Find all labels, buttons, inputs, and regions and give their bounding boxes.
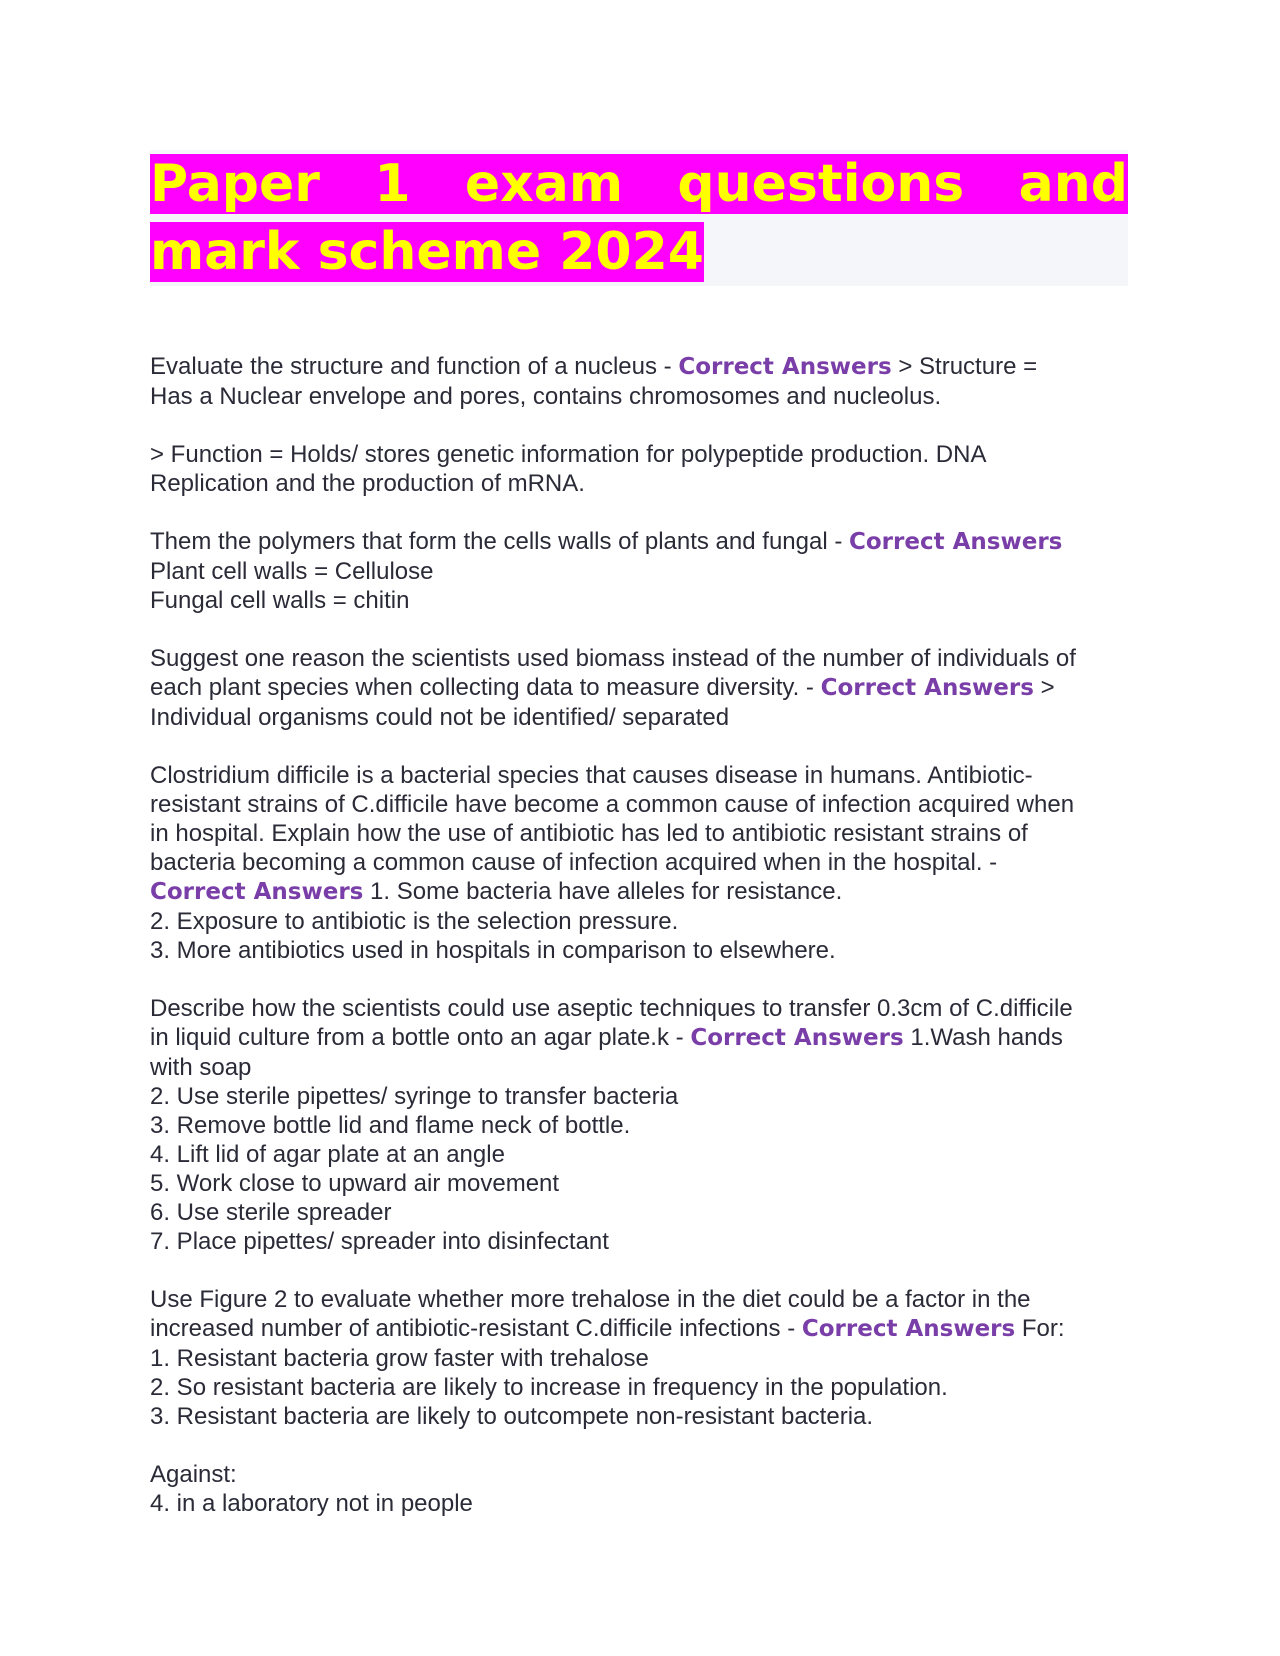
qa-block <box>150 527 1128 615</box>
line-text: 7. Place pipettes/ spreader into disinfectant <box>150 1228 609 1255</box>
line-text: Plant cell walls = Cellulose <box>150 558 434 585</box>
text-line <box>150 673 1128 703</box>
text-line <box>150 557 1128 586</box>
text-line <box>150 877 1128 907</box>
line-text: > Structure = <box>891 353 1038 380</box>
line-text: Evaluate the structure and function of a nucleus - <box>150 353 679 380</box>
text-line <box>150 1227 1128 1256</box>
line-text: 3. Remove bottle lid and flame neck of bottle. <box>150 1112 631 1139</box>
line-text: 2. So resistant bacteria are likely to increase in frequency in the population. <box>150 1374 948 1401</box>
text-line <box>150 1344 1128 1373</box>
line-text: each plant species when collecting data to measure diversity. - <box>150 674 821 701</box>
text-line <box>150 382 1128 411</box>
text-line <box>150 1053 1128 1082</box>
line-text: 5. Work close to upward air movement <box>150 1170 560 1197</box>
text-line <box>150 1198 1128 1227</box>
line-text: > <box>1033 674 1055 701</box>
line-text: bacteria becoming a common cause of infection acquired when in the hospital. - <box>150 849 998 876</box>
correct-answers-label: Correct Answers <box>820 675 1034 701</box>
text-line <box>150 1489 1128 1518</box>
line-text: 3. Resistant bacteria are likely to outcompete non-resistant bacteria. <box>150 1403 874 1430</box>
line-text: resistant strains of C.difficile have become a common cause of infection acquired when <box>150 791 1075 818</box>
text-line <box>150 790 1128 819</box>
line-text: 1. Some bacteria have alleles for resistance. <box>363 878 843 905</box>
line-text: 1. Resistant bacteria grow faster with trehalose <box>150 1345 649 1372</box>
qa-content <box>150 352 1128 1518</box>
line-text: Them the polymers that form the cells walls of plants and fungal - <box>150 528 849 555</box>
qa-block <box>150 440 1128 498</box>
text-line <box>150 1314 1128 1344</box>
correct-answers-label: Correct Answers <box>801 1316 1016 1342</box>
line-text: in hospital. Explain how the use of antibiotic has led to antibiotic resistant strains of <box>150 820 1028 847</box>
correct-answers-label: Correct Answers <box>690 1025 904 1051</box>
line-text: Against: <box>150 1461 237 1488</box>
text-line <box>150 1402 1128 1431</box>
line-text: Suggest one reason the scientists used biomass instead of the number of individuals of <box>150 645 1076 672</box>
correct-answers-label: Correct Answers <box>849 529 1063 555</box>
text-line <box>150 1082 1128 1111</box>
text-line <box>150 703 1128 732</box>
text-line <box>150 1169 1128 1198</box>
correct-answers-label: Correct Answers <box>678 354 892 380</box>
document-page <box>150 150 1128 1547</box>
title-block <box>150 150 1128 286</box>
line-text: Replication and the production of mRNA. <box>150 470 585 497</box>
qa-block <box>150 994 1128 1256</box>
line-text: 2. Exposure to antibiotic is the selection pressure. <box>150 908 679 935</box>
text-line <box>150 644 1128 673</box>
document-title <box>150 150 1128 286</box>
text-line <box>150 352 1128 382</box>
text-line <box>150 1373 1128 1402</box>
line-text: 2. Use sterile pipettes/ syringe to transfer bacteria <box>150 1083 679 1110</box>
text-line <box>150 1460 1128 1489</box>
line-text: For: <box>1015 1315 1065 1342</box>
document-title-text: Paper 1 exam questions and mark scheme 2024 <box>150 154 1128 282</box>
qa-block <box>150 761 1128 965</box>
text-line <box>150 1140 1128 1169</box>
text-line <box>150 761 1128 790</box>
line-text: with soap <box>150 1054 252 1081</box>
text-line <box>150 1285 1128 1314</box>
text-line <box>150 819 1128 848</box>
text-line <box>150 1111 1128 1140</box>
text-line <box>150 936 1128 965</box>
line-text: 6. Use sterile spreader <box>150 1199 392 1226</box>
qa-block <box>150 644 1128 732</box>
qa-block <box>150 352 1128 411</box>
text-line <box>150 907 1128 936</box>
text-line <box>150 469 1128 498</box>
line-text: Has a Nuclear envelope and pores, contains chromosomes and nucleolus. <box>150 383 942 410</box>
text-line <box>150 586 1128 615</box>
line-text: 3. More antibiotics used in hospitals in comparison to elsewhere. <box>150 937 836 964</box>
line-text: Describe how the scientists could use aseptic techniques to transfer 0.3cm of C.difficile <box>150 995 1073 1022</box>
line-text: Clostridium difficile is a bacterial species that causes disease in humans. Antibiotic- <box>150 762 1033 789</box>
text-line <box>150 994 1128 1023</box>
line-text: 4. Lift lid of agar plate at an angle <box>150 1141 505 1168</box>
line-text: in liquid culture from a bottle onto an agar plate.k - <box>150 1024 691 1051</box>
line-text: increased number of antibiotic-resistant C.difficile infections - <box>150 1315 802 1342</box>
text-line <box>150 440 1128 469</box>
qa-block <box>150 1285 1128 1431</box>
text-line <box>150 848 1128 877</box>
text-line <box>150 527 1128 557</box>
correct-answers-label: Correct Answers <box>150 879 364 905</box>
line-text: > Function = Holds/ stores genetic information for polypeptide production. DNA <box>150 441 987 468</box>
line-text: 1.Wash hands <box>903 1024 1063 1051</box>
line-text: 4. in a laboratory not in people <box>150 1490 473 1517</box>
line-text: Individual organisms could not be identified/ separated <box>150 704 730 731</box>
qa-block <box>150 1460 1128 1518</box>
line-text: Fungal cell walls = chitin <box>150 587 410 614</box>
line-text: Use Figure 2 to evaluate whether more trehalose in the diet could be a factor in the <box>150 1286 1031 1313</box>
text-line <box>150 1023 1128 1053</box>
